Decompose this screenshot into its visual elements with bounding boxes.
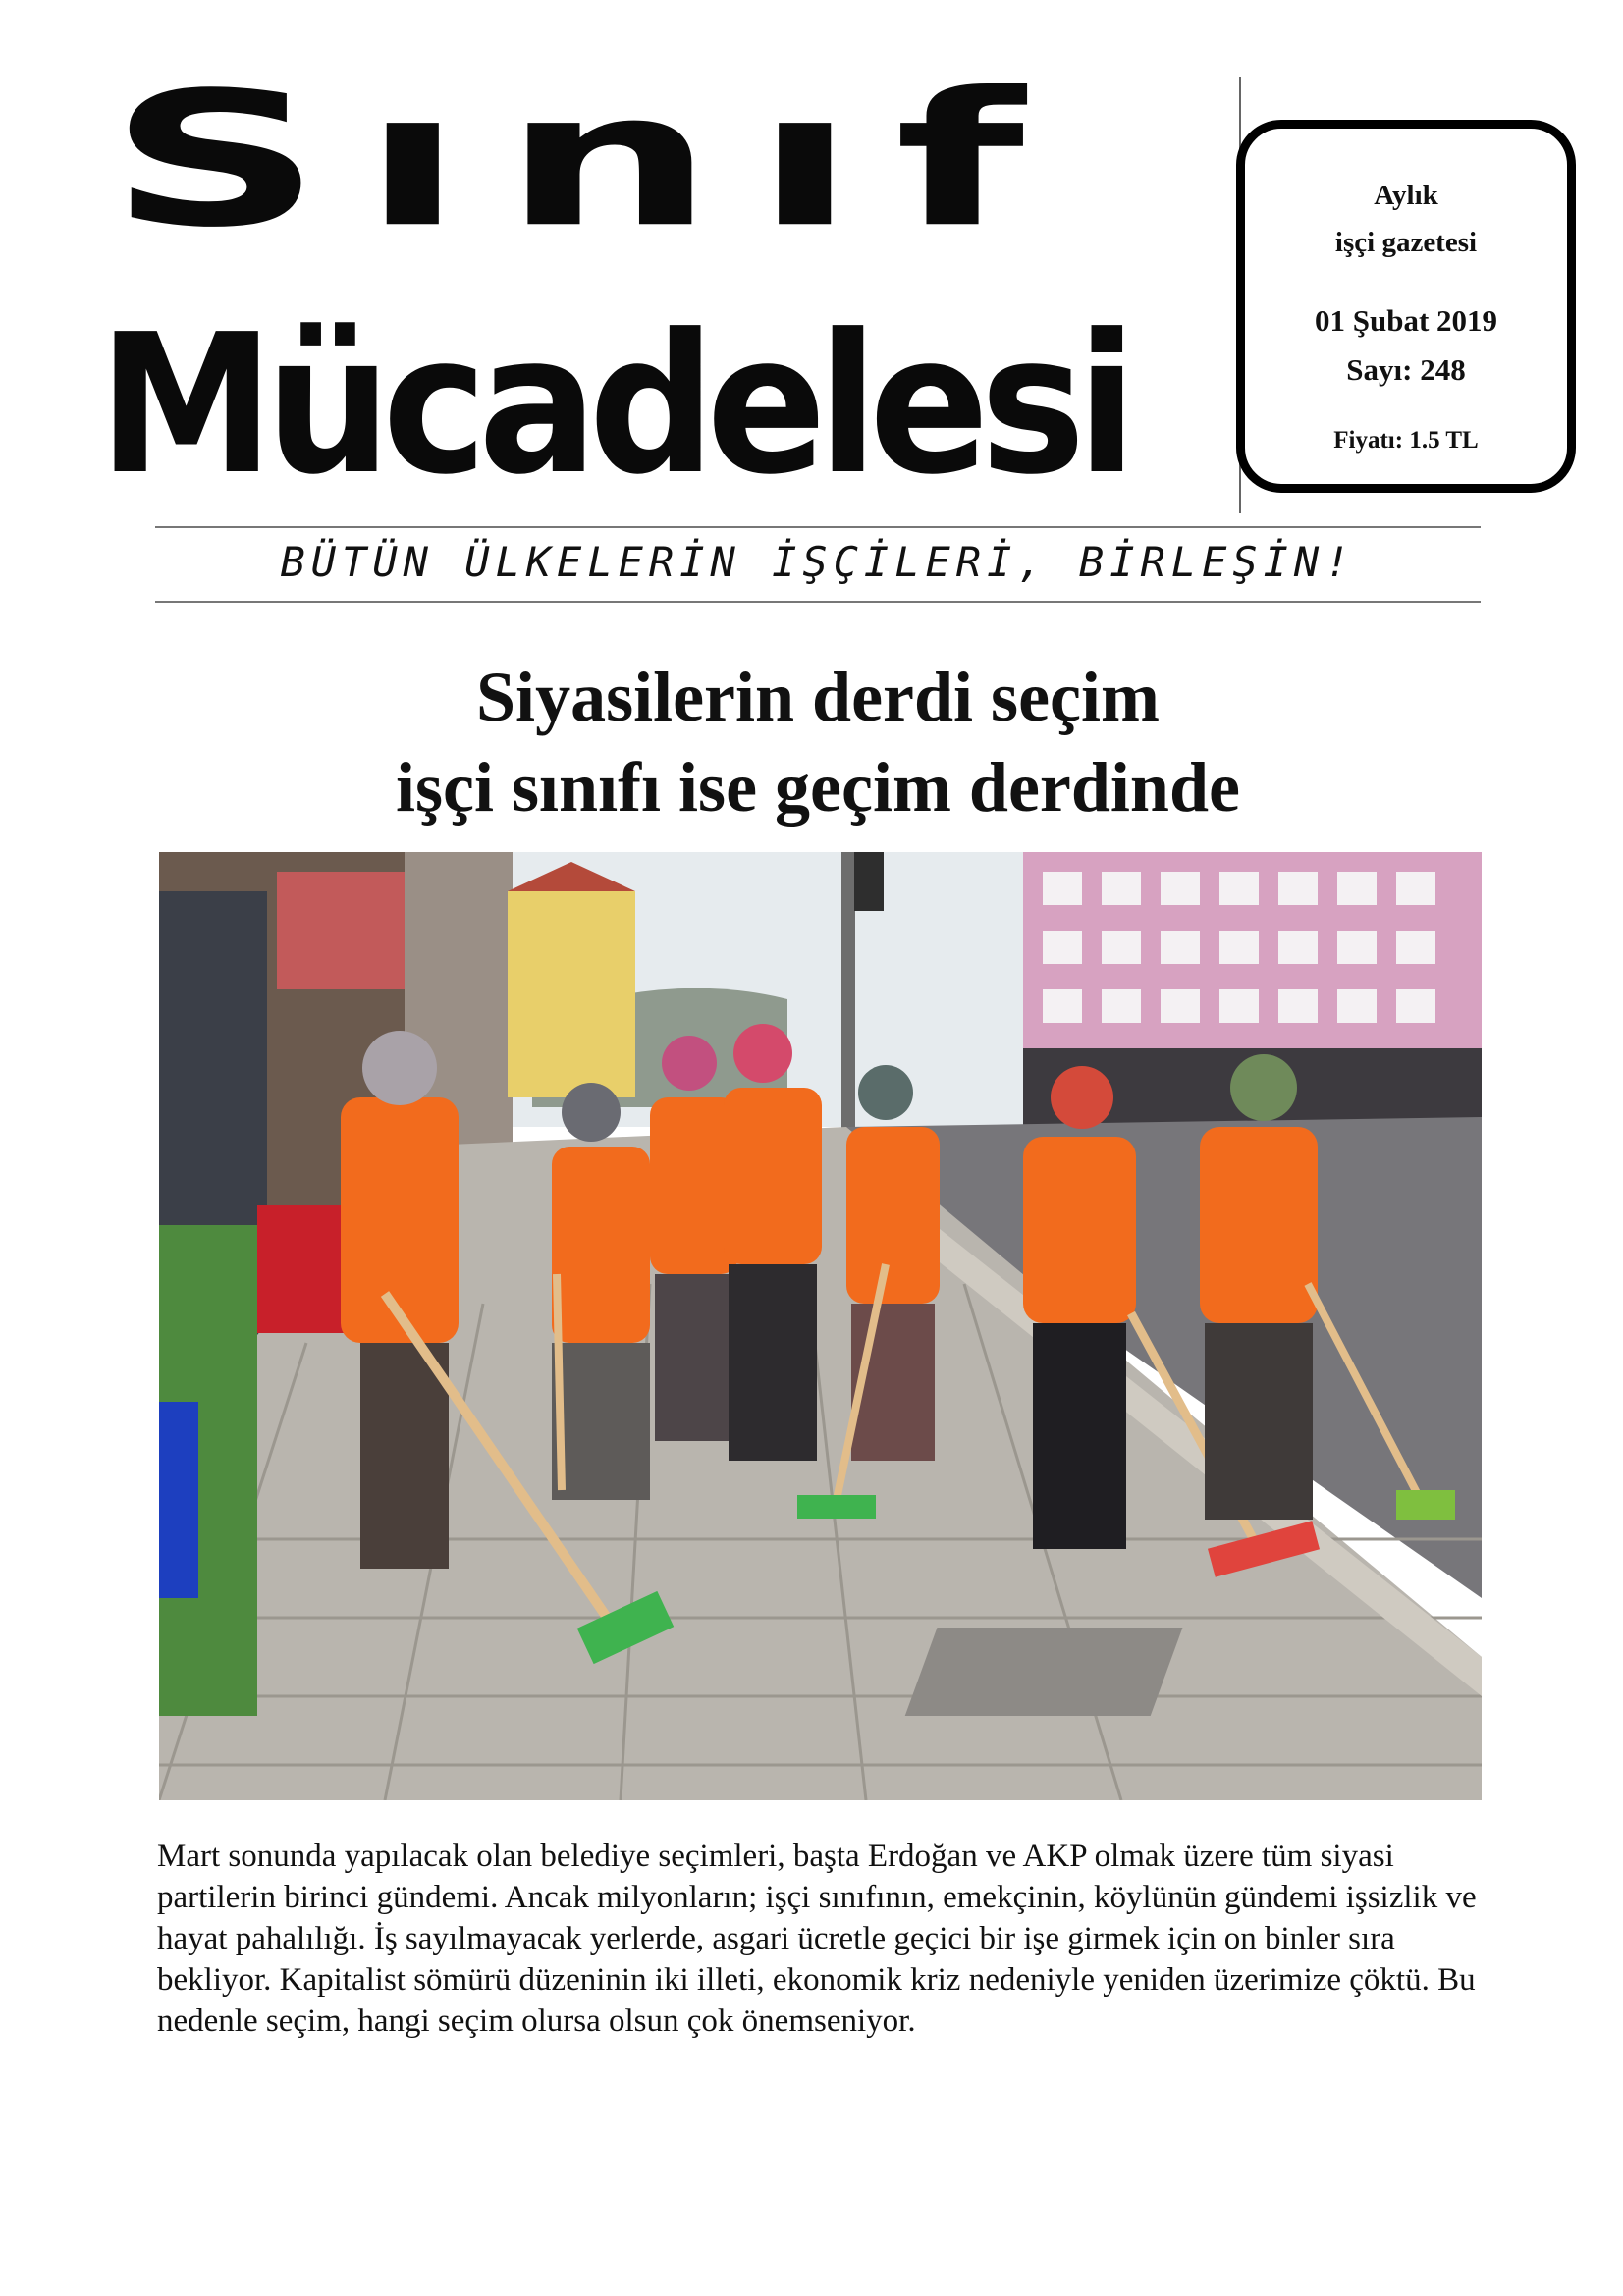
frequency-label: Aylık xyxy=(1374,180,1438,211)
issue-info-box xyxy=(1236,120,1576,493)
slogan: BÜTÜN ÜLKELERİN İŞÇİLERİ, BİRLEŞİN! xyxy=(280,538,1356,586)
masthead-title-sinif: Sınıf xyxy=(108,53,1064,269)
issue-number: Sayı: 248 xyxy=(1346,352,1466,387)
issue-price: Fiyatı: 1.5 TL xyxy=(1333,427,1479,454)
headline-line-1: Siyasilerin derdi seçim xyxy=(476,658,1160,736)
issue-date: 01 Şubat 2019 xyxy=(1314,303,1498,338)
slogan-bottom-rule xyxy=(155,601,1481,603)
masthead xyxy=(98,53,1237,520)
headline-line-2: işçi sınıfı ise geçim derdinde xyxy=(396,748,1240,827)
publication-type-label: işçi gazetesi xyxy=(1334,227,1478,258)
headline xyxy=(155,652,1481,832)
masthead-title-mucadelesi: Mücadelesi xyxy=(98,294,1129,517)
slogan-top-rule xyxy=(155,526,1481,528)
article-body: Mart sonunda yapılacak olan belediye seçimleri, başta Erdoğan ve AKP olmak üzere tüm siyasi partilerin birinci gündemi. Ancak milyonların; işçi sınıfının, emekçinin, köylünün gündemi işsizlik ve hayat pahalılığı. İş sayılmayacak yerlerde, asgari ücretle geçici bir işe girmek için on binler sıra bekliyor. Kapitalist sömürü düzeninin iki illeti, ekonomik kriz nedeniyle yeniden üzerimize çöktü. Bu nedenle seçim, hangi seçim olursa olsun çok önemseniyor. xyxy=(157,1839,1477,2039)
street-sweepers-photo xyxy=(159,852,1482,1800)
